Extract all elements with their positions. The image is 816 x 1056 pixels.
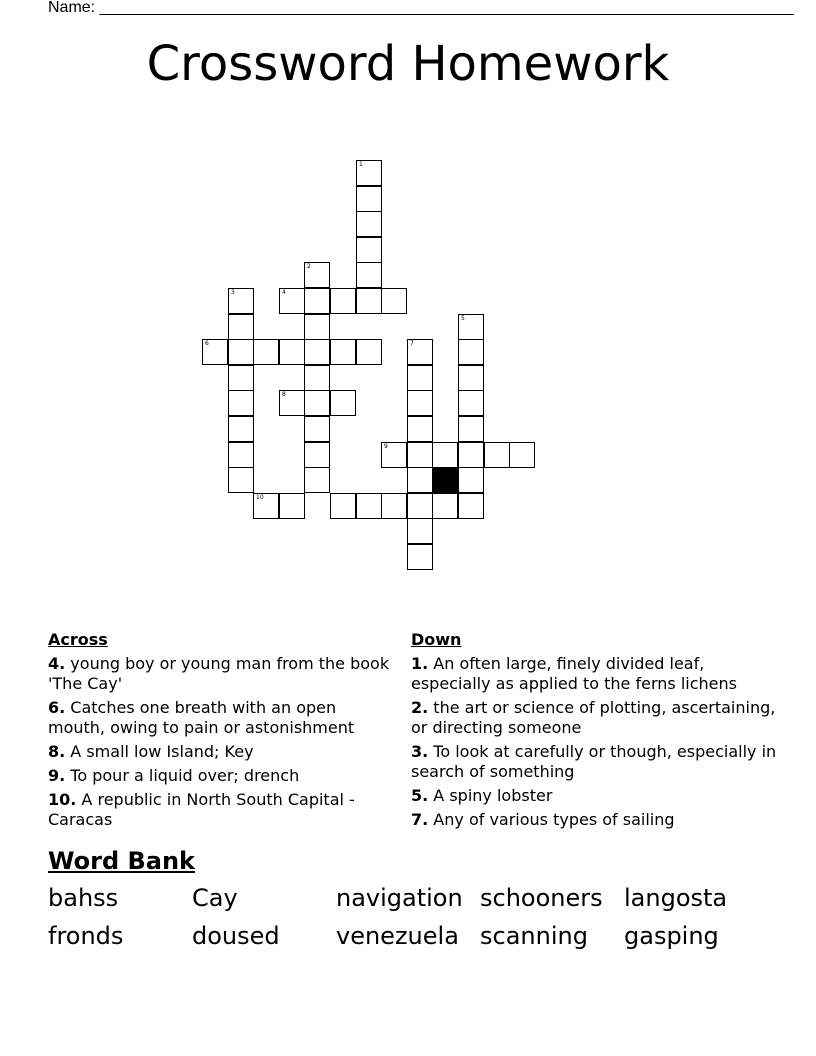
word-bank-item: schooners [480, 884, 603, 912]
page-title: Crossword Homework [146, 36, 670, 92]
word-bank-item: bahss [48, 884, 119, 912]
cell-number: 10 [256, 494, 264, 501]
grid-cell[interactable] [304, 288, 330, 314]
grid-cell[interactable] [509, 442, 535, 468]
clue-number: 3. [411, 742, 429, 761]
grid-cell[interactable] [304, 339, 330, 365]
word-bank-item: langosta [624, 884, 728, 912]
clue-number: 1. [411, 654, 429, 673]
grid-cell[interactable] [356, 288, 382, 314]
across-clue [48, 790, 393, 830]
black-cell [432, 467, 458, 493]
grid-cell[interactable] [356, 211, 382, 237]
clue-number: 9. [48, 766, 66, 785]
down-clue [411, 654, 781, 694]
grid-cell[interactable] [407, 518, 433, 544]
grid-cell[interactable] [458, 365, 484, 391]
grid-cell[interactable] [356, 160, 382, 186]
cell-number: 8 [282, 391, 286, 398]
grid-cell[interactable] [279, 390, 305, 416]
cell-number: 3 [231, 289, 235, 296]
grid-cell[interactable] [407, 442, 433, 468]
grid-cell[interactable] [304, 314, 330, 340]
cell-number: 9 [384, 443, 388, 450]
grid-cell[interactable] [407, 390, 433, 416]
word-bank [48, 882, 768, 958]
grid-cell[interactable] [304, 467, 330, 493]
grid-cell[interactable] [279, 493, 305, 519]
grid-cell[interactable] [279, 339, 305, 365]
down-clue [411, 786, 781, 806]
clue-text: A spiny lobster [428, 786, 553, 805]
grid-cell[interactable] [458, 467, 484, 493]
grid-cell[interactable] [407, 467, 433, 493]
clue-text: young boy or young man from the book 'The Cay' [48, 654, 390, 693]
grid-cell[interactable] [356, 262, 382, 288]
clue-number: 4. [48, 654, 66, 673]
grid-cell[interactable] [202, 339, 228, 365]
grid-cell[interactable] [407, 416, 433, 442]
name-line: Name: ______________________________________________________________________________ [48, 0, 794, 16]
grid-cell[interactable] [304, 262, 330, 288]
clue-text: A small low Island; Key [65, 742, 254, 761]
grid-cell[interactable] [304, 365, 330, 391]
clue-text: Catches one breath with an open mouth, owing to pain or astonishment [48, 698, 355, 737]
grid-cell[interactable] [432, 442, 458, 468]
across-clue [48, 742, 393, 762]
down-clues [411, 630, 781, 834]
grid-cell[interactable] [407, 493, 433, 519]
clue-number: 7. [411, 810, 429, 829]
grid-cell[interactable] [356, 493, 382, 519]
across-clue [48, 654, 393, 694]
clue-text: A republic in North South Capital - Caracas [48, 790, 355, 829]
clue-text: An often large, finely divided leaf, especially as applied to the ferns lichens [411, 654, 737, 693]
cell-number: 2 [307, 263, 311, 270]
grid-cell[interactable] [228, 288, 254, 314]
grid-cell[interactable] [228, 390, 254, 416]
grid-cell[interactable] [381, 288, 407, 314]
grid-cell[interactable] [304, 442, 330, 468]
grid-cell[interactable] [228, 365, 254, 391]
grid-cell[interactable] [356, 339, 382, 365]
word-bank-item: fronds [48, 922, 124, 950]
grid-cell[interactable] [253, 493, 279, 519]
word-bank-item: Cay [192, 884, 238, 912]
grid-cell[interactable] [228, 467, 254, 493]
word-bank-title: Word Bank [48, 847, 196, 875]
grid-cell[interactable] [253, 339, 279, 365]
grid-cell[interactable] [407, 365, 433, 391]
clue-text: To pour a liquid over; drench [65, 766, 300, 785]
grid-cell[interactable] [458, 416, 484, 442]
cell-number: 4 [282, 289, 286, 296]
grid-cell[interactable] [228, 339, 254, 365]
word-bank-item: navigation [336, 884, 463, 912]
down-clue [411, 810, 781, 830]
grid-cell[interactable] [484, 442, 510, 468]
down-clue [411, 698, 781, 738]
down-heading: Down [411, 630, 462, 649]
grid-cell[interactable] [330, 493, 356, 519]
grid-cell[interactable] [432, 493, 458, 519]
across-clue [48, 766, 393, 786]
clue-number: 2. [411, 698, 429, 717]
clue-text: the art or science of plotting, ascertaining, or directing someone [411, 698, 776, 737]
grid-cell[interactable] [381, 442, 407, 468]
clue-text: Any of various types of sailing [428, 810, 675, 829]
grid-cell[interactable] [304, 416, 330, 442]
across-clue [48, 698, 393, 738]
cell-number: 7 [410, 340, 414, 347]
across-clues [48, 630, 393, 834]
grid-cell[interactable] [407, 544, 433, 570]
grid-cell[interactable] [279, 288, 305, 314]
grid-cell[interactable] [304, 390, 330, 416]
word-bank-item: gasping [624, 922, 719, 950]
down-clue [411, 742, 781, 782]
word-bank-item: doused [192, 922, 280, 950]
cell-number: 1 [359, 161, 363, 168]
word-bank-item: venezuela [336, 922, 459, 950]
grid-cell[interactable] [228, 314, 254, 340]
cell-number: 5 [461, 315, 465, 322]
grid-cell[interactable] [228, 416, 254, 442]
grid-cell[interactable] [228, 442, 254, 468]
clue-number: 6. [48, 698, 66, 717]
grid-cell[interactable] [330, 339, 356, 365]
grid-cell[interactable] [330, 390, 356, 416]
clue-number: 5. [411, 786, 429, 805]
word-bank-item: scanning [480, 922, 588, 950]
clue-text: To look at carefully or though, especially in search of something [411, 742, 777, 781]
grid-cell[interactable] [356, 237, 382, 263]
grid-cell[interactable] [407, 339, 433, 365]
across-heading: Across [48, 630, 108, 649]
grid-cell[interactable] [458, 390, 484, 416]
grid-cell[interactable] [458, 442, 484, 468]
grid-cell[interactable] [458, 314, 484, 340]
clue-number: 8. [48, 742, 66, 761]
grid-cell[interactable] [356, 186, 382, 212]
grid-cell[interactable] [381, 493, 407, 519]
grid-cell[interactable] [458, 339, 484, 365]
grid-cell[interactable] [458, 493, 484, 519]
clue-number: 10. [48, 790, 77, 809]
cell-number: 6 [205, 340, 209, 347]
grid-cell[interactable] [330, 288, 356, 314]
